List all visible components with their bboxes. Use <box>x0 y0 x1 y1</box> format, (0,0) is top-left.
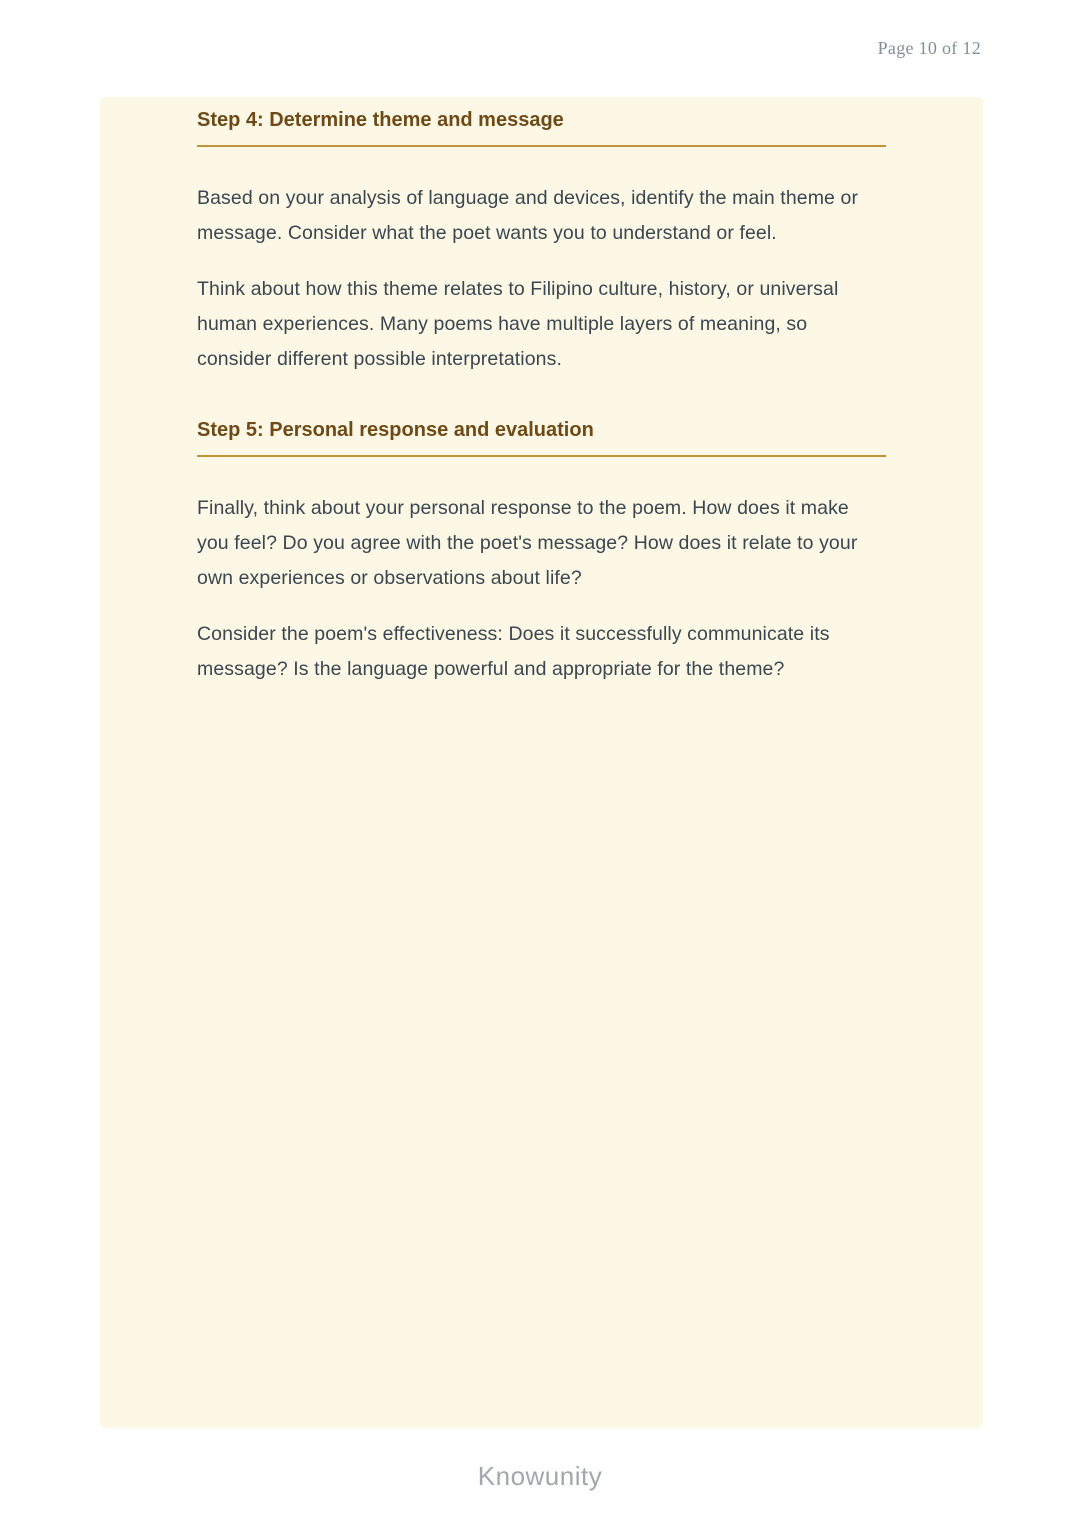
section-heading-step-4: Step 4: Determine theme and message <box>197 107 886 147</box>
section-paragraph: Think about how this theme relates to Filipino culture, history, or universal human experiences. Many poems have multiple layers of meaning, so consider different possible interpretations. <box>197 278 839 370</box>
section-paragraph: Based on your analysis of language and devices, identify the main theme or message. Consider what the poet wants you to understand or feel. <box>197 187 859 244</box>
section-paragraph: Finally, think about your personal response to the poem. How does it make you feel? Do you agree with the poet's message? How does it relate to your own experiences or observations about life? <box>197 497 858 589</box>
footer-brand: Knowunity <box>477 1461 603 1491</box>
content-card <box>100 97 983 1428</box>
page-indicator: Page 10 of 12 <box>877 38 981 58</box>
section-paragraph: Consider the poem's effectiveness: Does it successfully communicate its message? Is the language powerful and appropriate for the theme? <box>197 623 830 680</box>
section-step-5 <box>197 417 886 687</box>
section-step-4 <box>197 107 886 377</box>
section-heading-step-5: Step 5: Personal response and evaluation <box>197 417 886 457</box>
